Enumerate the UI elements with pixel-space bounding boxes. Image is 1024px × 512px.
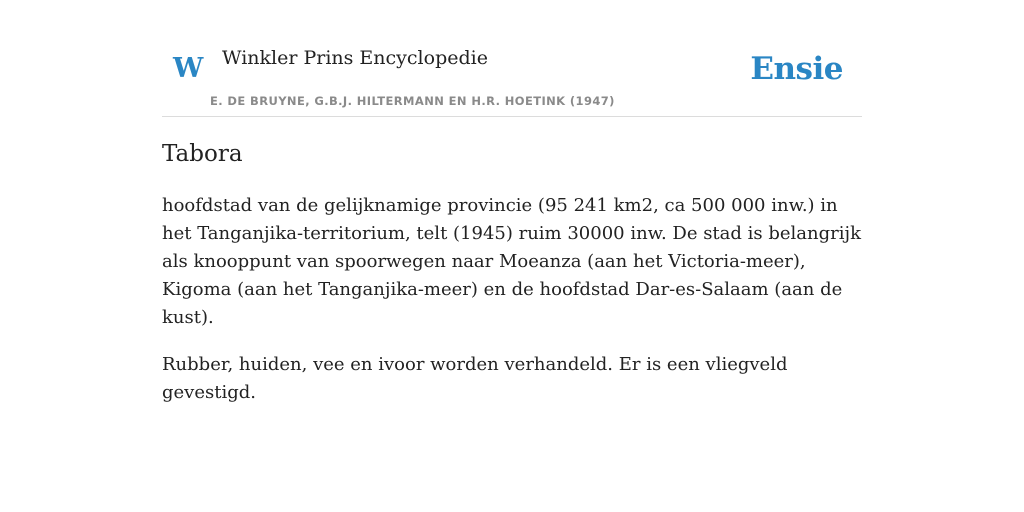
entry-body [162,192,862,426]
encyclopedia-logo[interactable]: W [173,53,204,84]
entry-paragraph: hoofdstad van de gelijknamige provincie (95 241 km2, ca 500 000 inw.) in het Tanganjika-territorium, telt (1945) ruim 30000 inw. De stad is belangrijk als knooppunt van spoorwegen naar Moeanza (aan het Victoria-meer), Kigoma (aan het Tanganjika-meer) en de hoofdstad Dar-es-Salaam (aan de kust). [162,195,861,328]
header [162,0,862,117]
entry-paragraph: Rubber, huiden, vee en ivoor worden verhandeld. Er is een vliegveld gevestigd. [162,354,788,403]
entry-title: Tabora [162,141,243,167]
ensie-logo[interactable]: Ensie [750,51,843,87]
page-container [162,0,862,403]
book-title[interactable]: Winkler Prins Encyclopedie [222,47,488,69]
book-authors: E. DE BRUYNE, G.B.J. HILTERMANN EN H.R. HOETINK (1947) [210,94,615,108]
